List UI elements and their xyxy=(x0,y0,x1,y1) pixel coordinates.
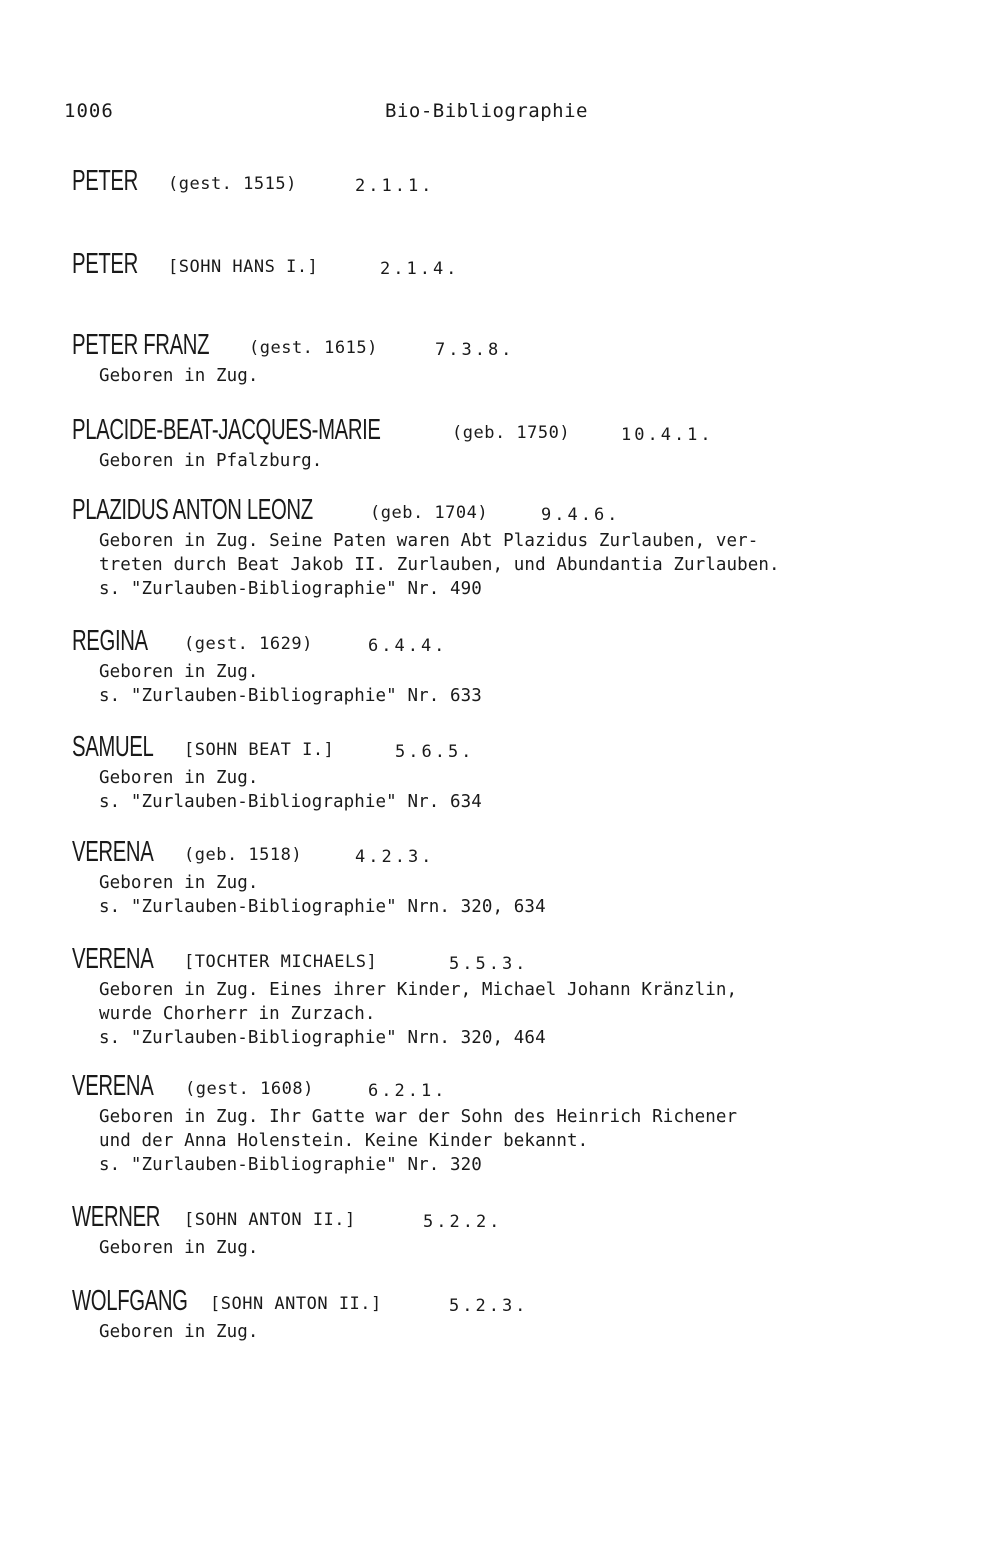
entry-name: WOLFGANG xyxy=(72,1285,188,1317)
entry-qualifier: (geb. 1518) xyxy=(184,845,303,865)
entry-code: 6.2.1. xyxy=(368,1081,448,1101)
entry-heading xyxy=(72,940,972,974)
page-number: 1006 xyxy=(64,100,114,122)
entry-heading xyxy=(72,1282,972,1316)
entry-code: 7.3.8. xyxy=(435,340,515,360)
entry-code: 5.6.5. xyxy=(395,742,475,762)
entry-qualifier: (gest. 1515) xyxy=(168,174,297,194)
entry-name: PETER xyxy=(72,248,138,280)
description-line: Geboren in Zug. xyxy=(99,1238,259,1258)
entry-code: 4.2.3. xyxy=(355,847,435,867)
entry-code: 5.2.2. xyxy=(423,1212,503,1232)
bio-entry xyxy=(72,1198,972,1260)
bio-entry xyxy=(72,728,972,814)
entry-heading xyxy=(72,162,972,196)
description-line: Geboren in Zug. Ihr Gatte war der Sohn des Heinrich Richener xyxy=(99,1107,738,1127)
entry-qualifier: (gest. 1629) xyxy=(184,634,313,654)
description-line: treten durch Beat Jakob II. Zurlauben, und Abundantia Zurlauben. xyxy=(99,555,780,575)
description-line: s. "Zurlauben-Bibliographie" Nr. 320 xyxy=(99,1155,482,1175)
bio-entry xyxy=(72,162,972,196)
entry-code: 9.4.6. xyxy=(541,505,621,525)
description-line: Geboren in Zug. xyxy=(99,768,259,788)
description-line: Geboren in Zug. Seine Paten waren Abt Plazidus Zurlauben, ver- xyxy=(99,531,759,551)
entry-heading xyxy=(72,833,972,867)
entry-heading xyxy=(72,411,972,445)
entry-name: PLACIDE-BEAT-JACQUES-MARIE xyxy=(72,414,381,446)
running-title: Bio-Bibliographie xyxy=(385,100,588,122)
entry-description xyxy=(99,978,972,1050)
entry-name: REGINA xyxy=(72,625,148,657)
entry-name: SAMUEL xyxy=(72,731,154,763)
entry-name: VERENA xyxy=(72,943,154,975)
entry-name: VERENA xyxy=(72,836,154,868)
entry-code: 2.1.4. xyxy=(380,259,460,279)
entry-heading xyxy=(72,1067,972,1101)
entry-code: 10.4.1. xyxy=(621,425,714,445)
bio-entry xyxy=(72,622,972,708)
description-line: s. "Zurlauben-Bibliographie" Nrn. 320, 464 xyxy=(99,1028,546,1048)
entry-qualifier: [SOHN HANS I.] xyxy=(168,257,319,277)
entry-code: 5.5.3. xyxy=(449,954,529,974)
entry-heading xyxy=(72,728,972,762)
entry-heading xyxy=(72,326,972,360)
entry-qualifier: [TOCHTER MICHAELS] xyxy=(184,952,378,972)
entry-qualifier: [SOHN BEAT I.] xyxy=(184,740,335,760)
entry-qualifier: (geb. 1750) xyxy=(452,423,571,443)
entry-description xyxy=(99,449,972,473)
entry-qualifier: [SOHN ANTON II.] xyxy=(184,1210,356,1230)
entry-qualifier: (gest. 1608) xyxy=(185,1079,314,1099)
bio-entry xyxy=(72,940,972,1050)
entry-description xyxy=(99,766,972,814)
bio-entry xyxy=(72,411,972,473)
entry-name: WERNER xyxy=(72,1201,161,1233)
entry-description xyxy=(99,364,972,388)
description-line: Geboren in Zug. Eines ihrer Kinder, Michael Johann Kränzlin, xyxy=(99,980,738,1000)
entry-heading xyxy=(72,245,972,279)
description-line: Geboren in Zug. xyxy=(99,1322,259,1342)
entry-heading xyxy=(72,622,972,656)
entry-description xyxy=(99,871,972,919)
entry-name: PLAZIDUS ANTON LEONZ xyxy=(72,494,313,526)
description-line: wurde Chorherr in Zurzach. xyxy=(99,1004,376,1024)
entry-code: 2.1.1. xyxy=(355,176,435,196)
entry-qualifier: [SOHN ANTON II.] xyxy=(210,1294,382,1314)
entry-name: PETER FRANZ xyxy=(72,329,210,361)
bio-entry xyxy=(72,326,972,388)
description-line: s. "Zurlauben-Bibliographie" Nr. 633 xyxy=(99,686,482,706)
description-line: Geboren in Zug. xyxy=(99,873,259,893)
entry-description xyxy=(99,1236,972,1260)
bio-entry xyxy=(72,1282,972,1344)
description-line: Geboren in Pfalzburg. xyxy=(99,451,323,471)
description-line: s. "Zurlauben-Bibliographie" Nr. 490 xyxy=(99,579,482,599)
entry-description xyxy=(99,1105,972,1177)
entry-heading xyxy=(72,491,972,525)
description-line: Geboren in Zug. xyxy=(99,662,259,682)
bio-entry xyxy=(72,491,972,601)
description-line: s. "Zurlauben-Bibliographie" Nr. 634 xyxy=(99,792,482,812)
bio-entry xyxy=(72,833,972,919)
entry-code: 6.4.4. xyxy=(368,636,448,656)
entry-description xyxy=(99,529,972,601)
description-line: s. "Zurlauben-Bibliographie" Nrn. 320, 634 xyxy=(99,897,546,917)
entry-name: VERENA xyxy=(72,1070,154,1102)
bio-entry xyxy=(72,1067,972,1177)
entry-code: 5.2.3. xyxy=(449,1296,529,1316)
entry-name: PETER xyxy=(72,165,138,197)
entry-description xyxy=(99,660,972,708)
entry-description xyxy=(99,1320,972,1344)
entry-qualifier: (gest. 1615) xyxy=(249,338,378,358)
entry-heading xyxy=(72,1198,972,1232)
bio-entry xyxy=(72,245,972,279)
description-line: und der Anna Holenstein. Keine Kinder bekannt. xyxy=(99,1131,589,1151)
entry-qualifier: (geb. 1704) xyxy=(370,503,489,523)
description-line: Geboren in Zug. xyxy=(99,366,259,386)
